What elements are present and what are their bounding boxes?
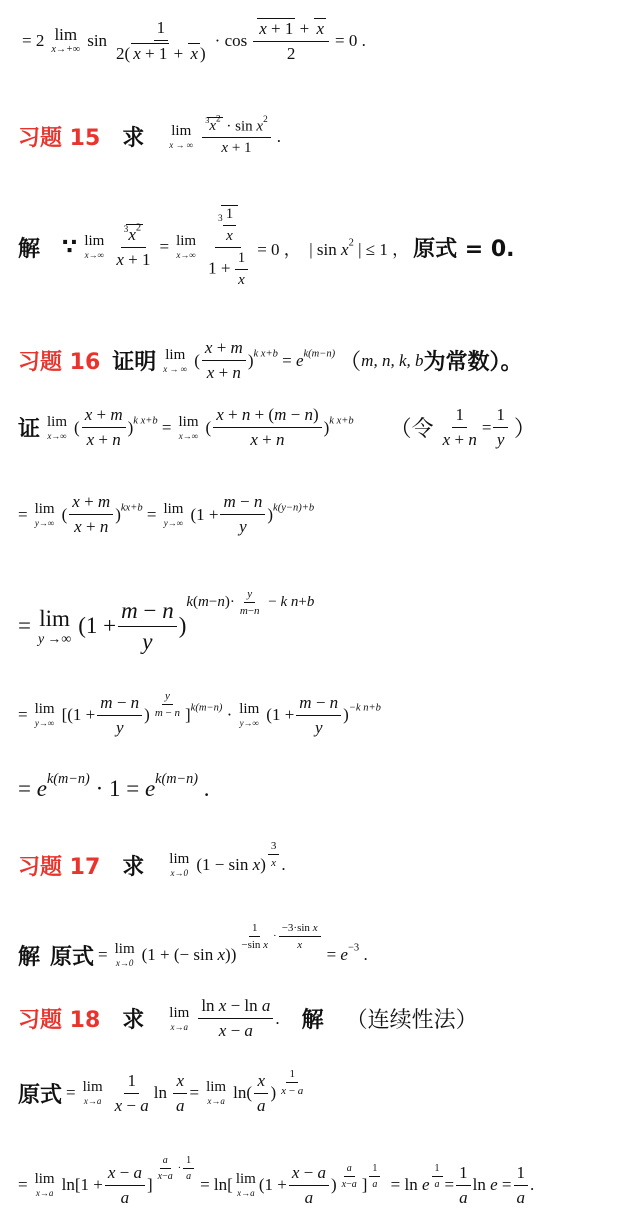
- problem-16-note-open: （: [339, 350, 362, 375]
- solution-18-line-2: = lim x→a ln[1 + $\frac{x - a}{a}$ ] $\frac{a}{x-a}$ · $\frac{1}{a}$ = ln[ lim x→a (1 + $\frac{x - a}{a}$ ) $\frac{a}{x-a}$ ] $\frac{1}{a}$ = ln e $\frac{1}{a}$ = $\frac{1}{a}$ ln e = $\frac{1}{a}$ .: [18, 1155, 535, 1207]
- because-symbol: ∵: [62, 234, 78, 260]
- problem-15: 习题 15 求 lim x → ∞ $\frac{^3x^2 \cdot \sin x^2}{x + 1}$ .: [18, 115, 281, 157]
- problem-18-jie: 解: [301, 1008, 324, 1033]
- proof-16-line-2: = lim y→∞ ( $\frac{x + m}{x + n}$ )$^{kx+b}$ = lim y→∞ (1 + $\frac{m - n}{y}$ )$^{k(y-n)+b}$: [18, 492, 315, 536]
- proof-16-line-1: 证 lim x→∞ ( $\frac{x + m}{x + n}$ )$^{k x+b}$ = lim x→∞ ( $\frac{x + n + (m - n)}{x + n}$ )$^{k x+b}$ （令 $\frac{1}{x + n}$ = $\frac{1}{y}$ ）: [18, 405, 536, 449]
- solution-15-result: 原式 = 0.: [413, 236, 515, 262]
- solution-14-final-line: = 2 lim x→+∞ sin $\frac{1}{2( x + 1 + x )}$ · cos $\frac{x + 1 + x}{2}$ = 0 .: [22, 18, 366, 63]
- proof-16-line-4: = lim y→∞ [(1 + $\frac{m - n}{y}$ ) $\frac{y}{m - n}$ ]$^{k(m-n)}$ · lim y→∞ (1 + $\frac{m - n}{y}$ )$^{-k n+b}$: [18, 690, 381, 737]
- problem-15-verb: 求: [122, 126, 145, 152]
- problem-17: 习题 17 求 lim x→0 (1 − sin x) $\frac{3}{x}$ .: [18, 840, 286, 880]
- proof-16-zheng: 证: [18, 417, 41, 442]
- proof-16-close: ）: [513, 417, 536, 442]
- problem-17-verb: 求: [122, 854, 145, 880]
- solution-17: 解 原式 = lim x→0 (1 + (− sin x)) $\frac{1}{\text{−sin x}}$ · $\frac{\text{−3·sin x}}{x}$ = $e^{-3}$ .: [18, 922, 368, 970]
- solution-15: 解 ∵ lim x→∞ $\frac{^3x^2}{x + 1}$ = lim x→∞ $^3$ $\frac{1}{x}$ 1 + $\frac{1}{x}$ = 0 ， | $\sin x^2$ | ≤ 1 ， 原式 = 0.: [18, 206, 515, 288]
- problem-15-label: 习题 15: [18, 126, 101, 152]
- proof-16-line-3: = lim y →∞ (1 + $\frac{m - n}{y}$ )k(m−n)· $\frac{y}{m-n}$ − k n+b: [18, 588, 315, 654]
- problem-16-constants: m, n, k, b: [361, 350, 424, 370]
- problem-18-label: 习题 18: [18, 1008, 101, 1033]
- solution-18-yuanshi: 原式: [18, 1082, 63, 1108]
- problem-18-method: （连续性法）: [345, 1008, 478, 1033]
- proof-16-line-5: = $e^{k(m-n)} \cdot 1 = e^{k(m-n)}$ .: [18, 771, 210, 801]
- solution-18-line-1: 原式 = lim x→a $\frac{1}{x - a}$ ln $\frac{x}{a}$ = lim x→a ln( $\frac{x}{a}$ ) $\frac{1}{x - a}$: [18, 1068, 304, 1115]
- solution-17-jie: 解: [18, 944, 41, 970]
- problem-18: 习题 18 求 lim x→a $\frac{\text{ln x − ln a}}{x - a}$ . 解 （连续性法）: [18, 996, 478, 1040]
- solution-15-jie: 解: [18, 236, 41, 262]
- problem-16-note-close: 为常数）。: [423, 350, 523, 375]
- solution-17-yuanshi: 原式: [50, 944, 95, 970]
- problem-16: 习题 16 证明 lim x → ∞ ( $\frac{x + m}{x + n}$ )$^{k x+b} = e^{k(m-n)}$ （m, n, k, b为常数）。: [18, 338, 523, 382]
- proof-16-ling: （令: [389, 417, 434, 442]
- problem-16-label: 习题 16: [18, 350, 101, 375]
- problem-18-verb: 求: [122, 1008, 145, 1033]
- problem-16-verb: 证明: [112, 350, 157, 375]
- problem-17-label: 习题 17: [18, 854, 101, 880]
